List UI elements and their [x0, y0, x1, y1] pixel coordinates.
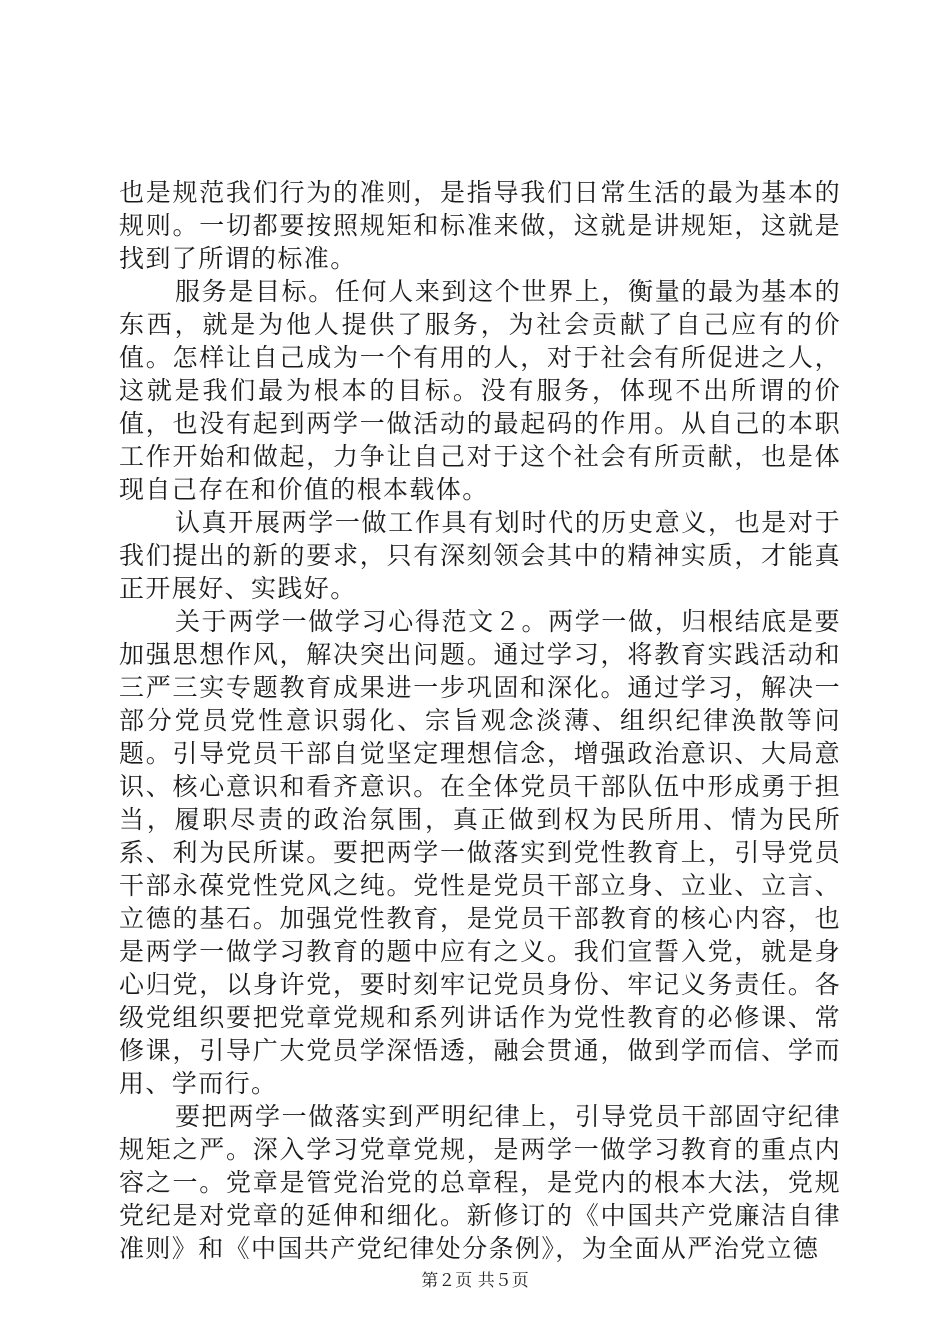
paragraph: 要把两学一做落实到严明纪律上，引导党员干部固守纪律规矩之严。深入学习党章党规，是两学一做学习教育的重点内容之一。党章是管党治党的总章程，是党内的根本大法，党规党纪是对党章的延伸和细化。新修订的《中国共产党廉洁自律准则》和《中国共产党纪律处分条例》，为全面从严治党立德 [119, 1102, 841, 1263]
paragraph: 服务是目标。任何人来到这个世界上，衡量的最为基本的东西，就是为他人提供了服务，为社会贡献了自己应有的价值。怎样让自己成为一个有用的人，对于社会有所促进之人，这就是我们最为根本的目标。没有服务，体现不出所谓的价值，也没有起到两学一做活动的最起码的作用。从自己的本职工作开始和做起，力争让自己对于这个社会有所贡献，也是体现自己存在和价值的根本载体。 [119, 277, 841, 504]
paragraph: 认真开展两学一做工作具有划时代的历史意义，也是对于我们提出的新的要求，只有深刻领会其中的精神实质，才能真正开展好、实践好。 [119, 508, 841, 603]
paragraph: 也是规范我们行为的准则，是指导我们日常生活的最为基本的规则。一切都要按照规矩和标准来做，这就是讲规矩，这就是找到了所谓的标准。 [119, 178, 841, 273]
document-body [119, 176, 841, 1265]
page-number-footer: 第２页 共５页 [421, 1271, 529, 1291]
paragraph: 关于两学一做学习心得范文２。两学一做，归根结底是要加强思想作风，解决突出问题。通过学习，将教育实践活动和三严三实专题教育成果进一步巩固和深化。通过学习，解决一部分党员党性意识弱化、宗旨观念淡薄、组织纪律涣散等问题。引导党员干部自觉坚定理想信念，增强政治意识、大局意识、核心意识和看齐意识。在全体党员干部队伍中形成勇于担当，履职尽责的政治氛围，真正做到权为民所用、情为民所系、利为民所谋。要把两学一做落实到党性教育上，引导党员干部永葆党性党风之纯。党性是党员干部立身、立业、立言、立德的基石。加强党性教育，是党员干部教育的核心内容，也是两学一做学习教育的题中应有之义。我们宣誓入党，就是身心归党，以身许党，要时刻牢记党员身份、牢记义务责任。各级党组织要把党章党规和系列讲话作为党性教育的必修课、常修课，引导广大党员学深悟透，融会贯通，做到学而信、学而用、学而行。 [119, 607, 841, 1098]
